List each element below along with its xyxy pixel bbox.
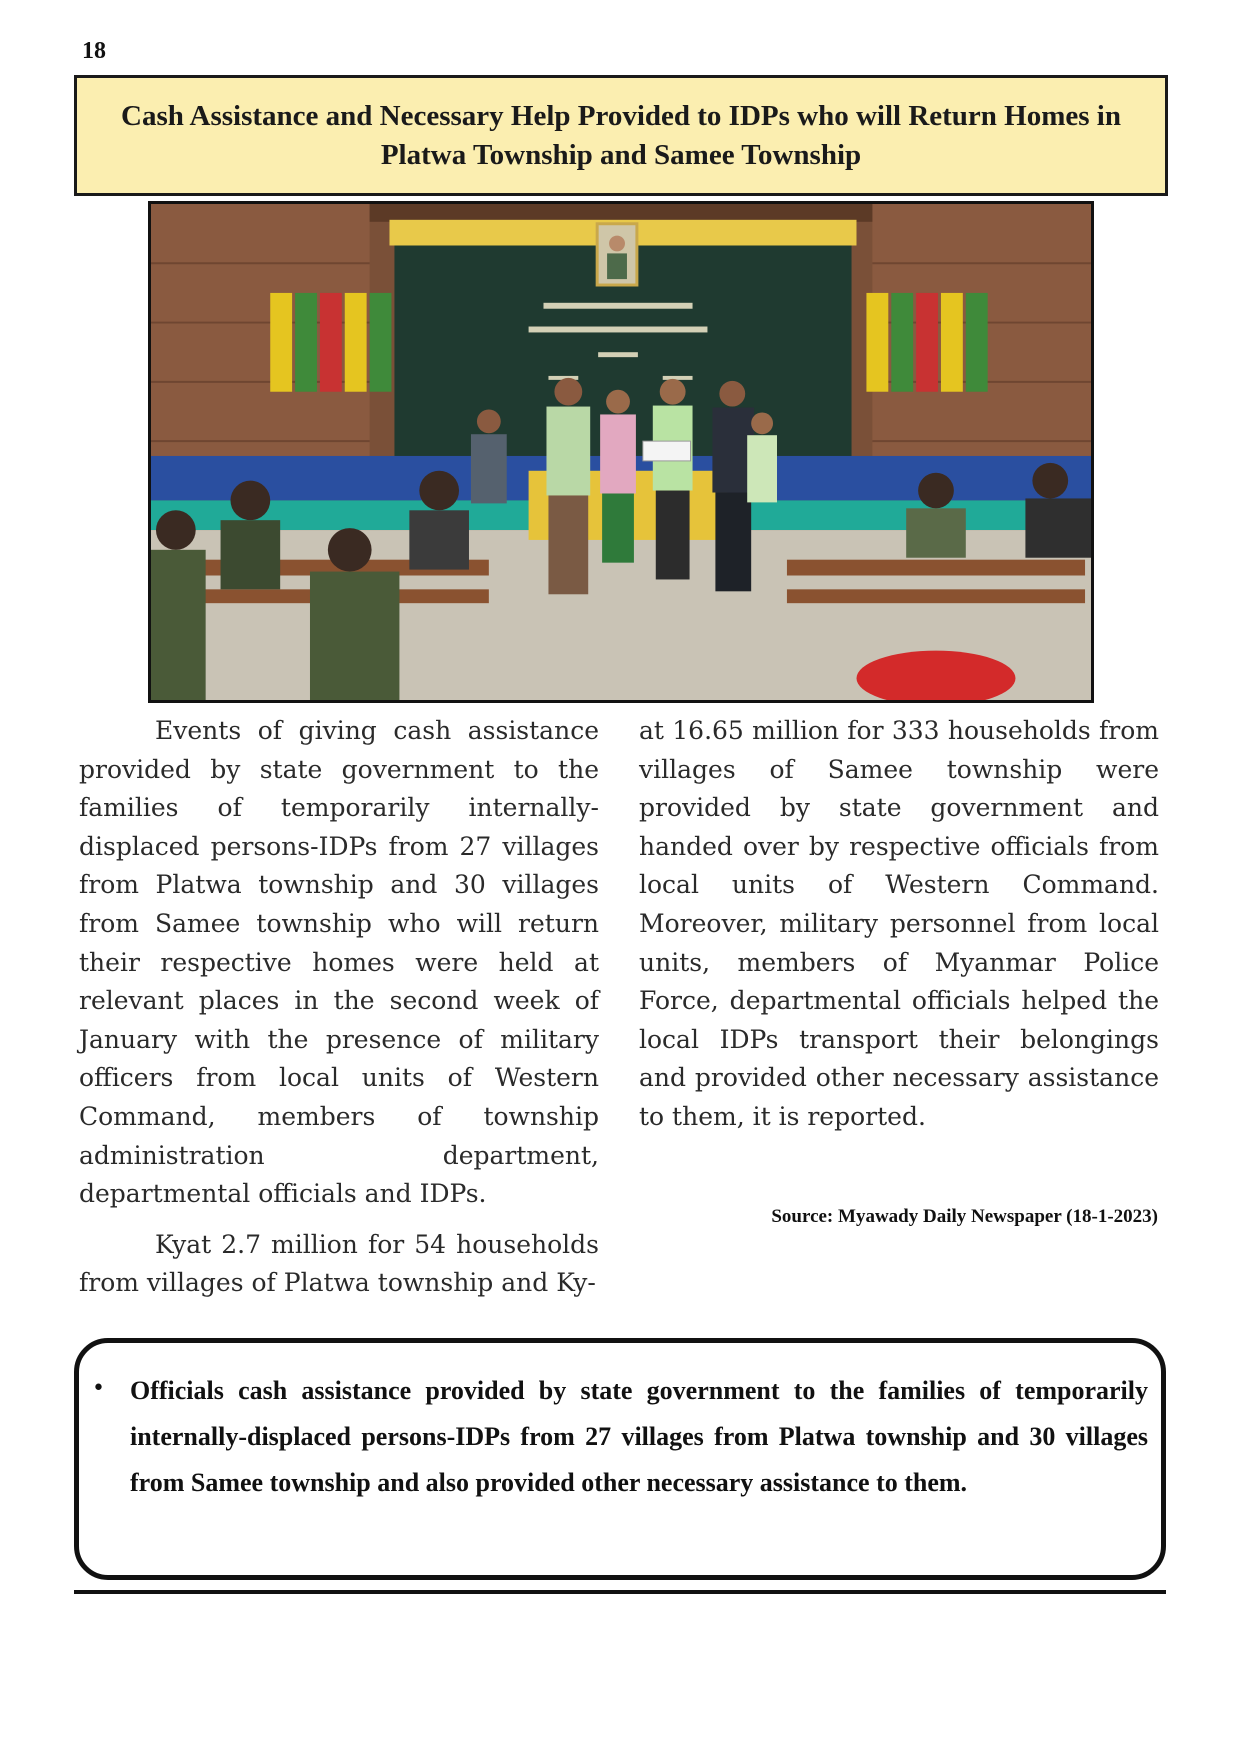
bullet-icon: • [92, 1376, 105, 1401]
source-citation: Source: Myawady Daily Newspaper (18-1-2023) [771, 1206, 1158, 1227]
bottom-rule [74, 1590, 1166, 1594]
article-right-column [639, 712, 1159, 1137]
article-paragraph: at 16.65 million for 333 households from villages of Samee township were provided by state government and handed over by respective officials from local units of Western Command. Moreover, military personnel from local units, members of Myanmar Police Force, departmental officials helped the local IDPs transport their belongings and provided other necessary assistance to them, it is reported. [639, 716, 1159, 1131]
page-number: 18 [82, 38, 106, 64]
event-photo [148, 201, 1094, 703]
article-paragraph: Kyat 2.7 million for 54 households from villages of Platwa township and Ky- [79, 1229, 599, 1298]
event-photo-illustration [151, 204, 1091, 700]
article-left-column [79, 712, 599, 1303]
article-title-box [74, 75, 1168, 196]
article-paragraph: Events of giving cash assistance provided by state government to the families of temporarily internally-displaced persons-IDPs from 27 villages from Platwa township and 30 villages from Samee township who will return their respective homes were held at relevant places in the second week of January with the presence of military officers from local units of Western Command, members of township administration department, departmental officials and IDPs. [79, 716, 599, 1209]
article-title: Cash Assistance and Necessary Help Provided to IDPs who will Return Homes in Platwa Township and Samee Township [121, 99, 1121, 171]
summary-text: Officials cash assistance provided by state government to the families of temporarily internally-displaced persons-IDPs from 27 villages from Platwa township and 30 villages from Samee township and also provided other necessary assistance to them. [130, 1376, 1148, 1497]
